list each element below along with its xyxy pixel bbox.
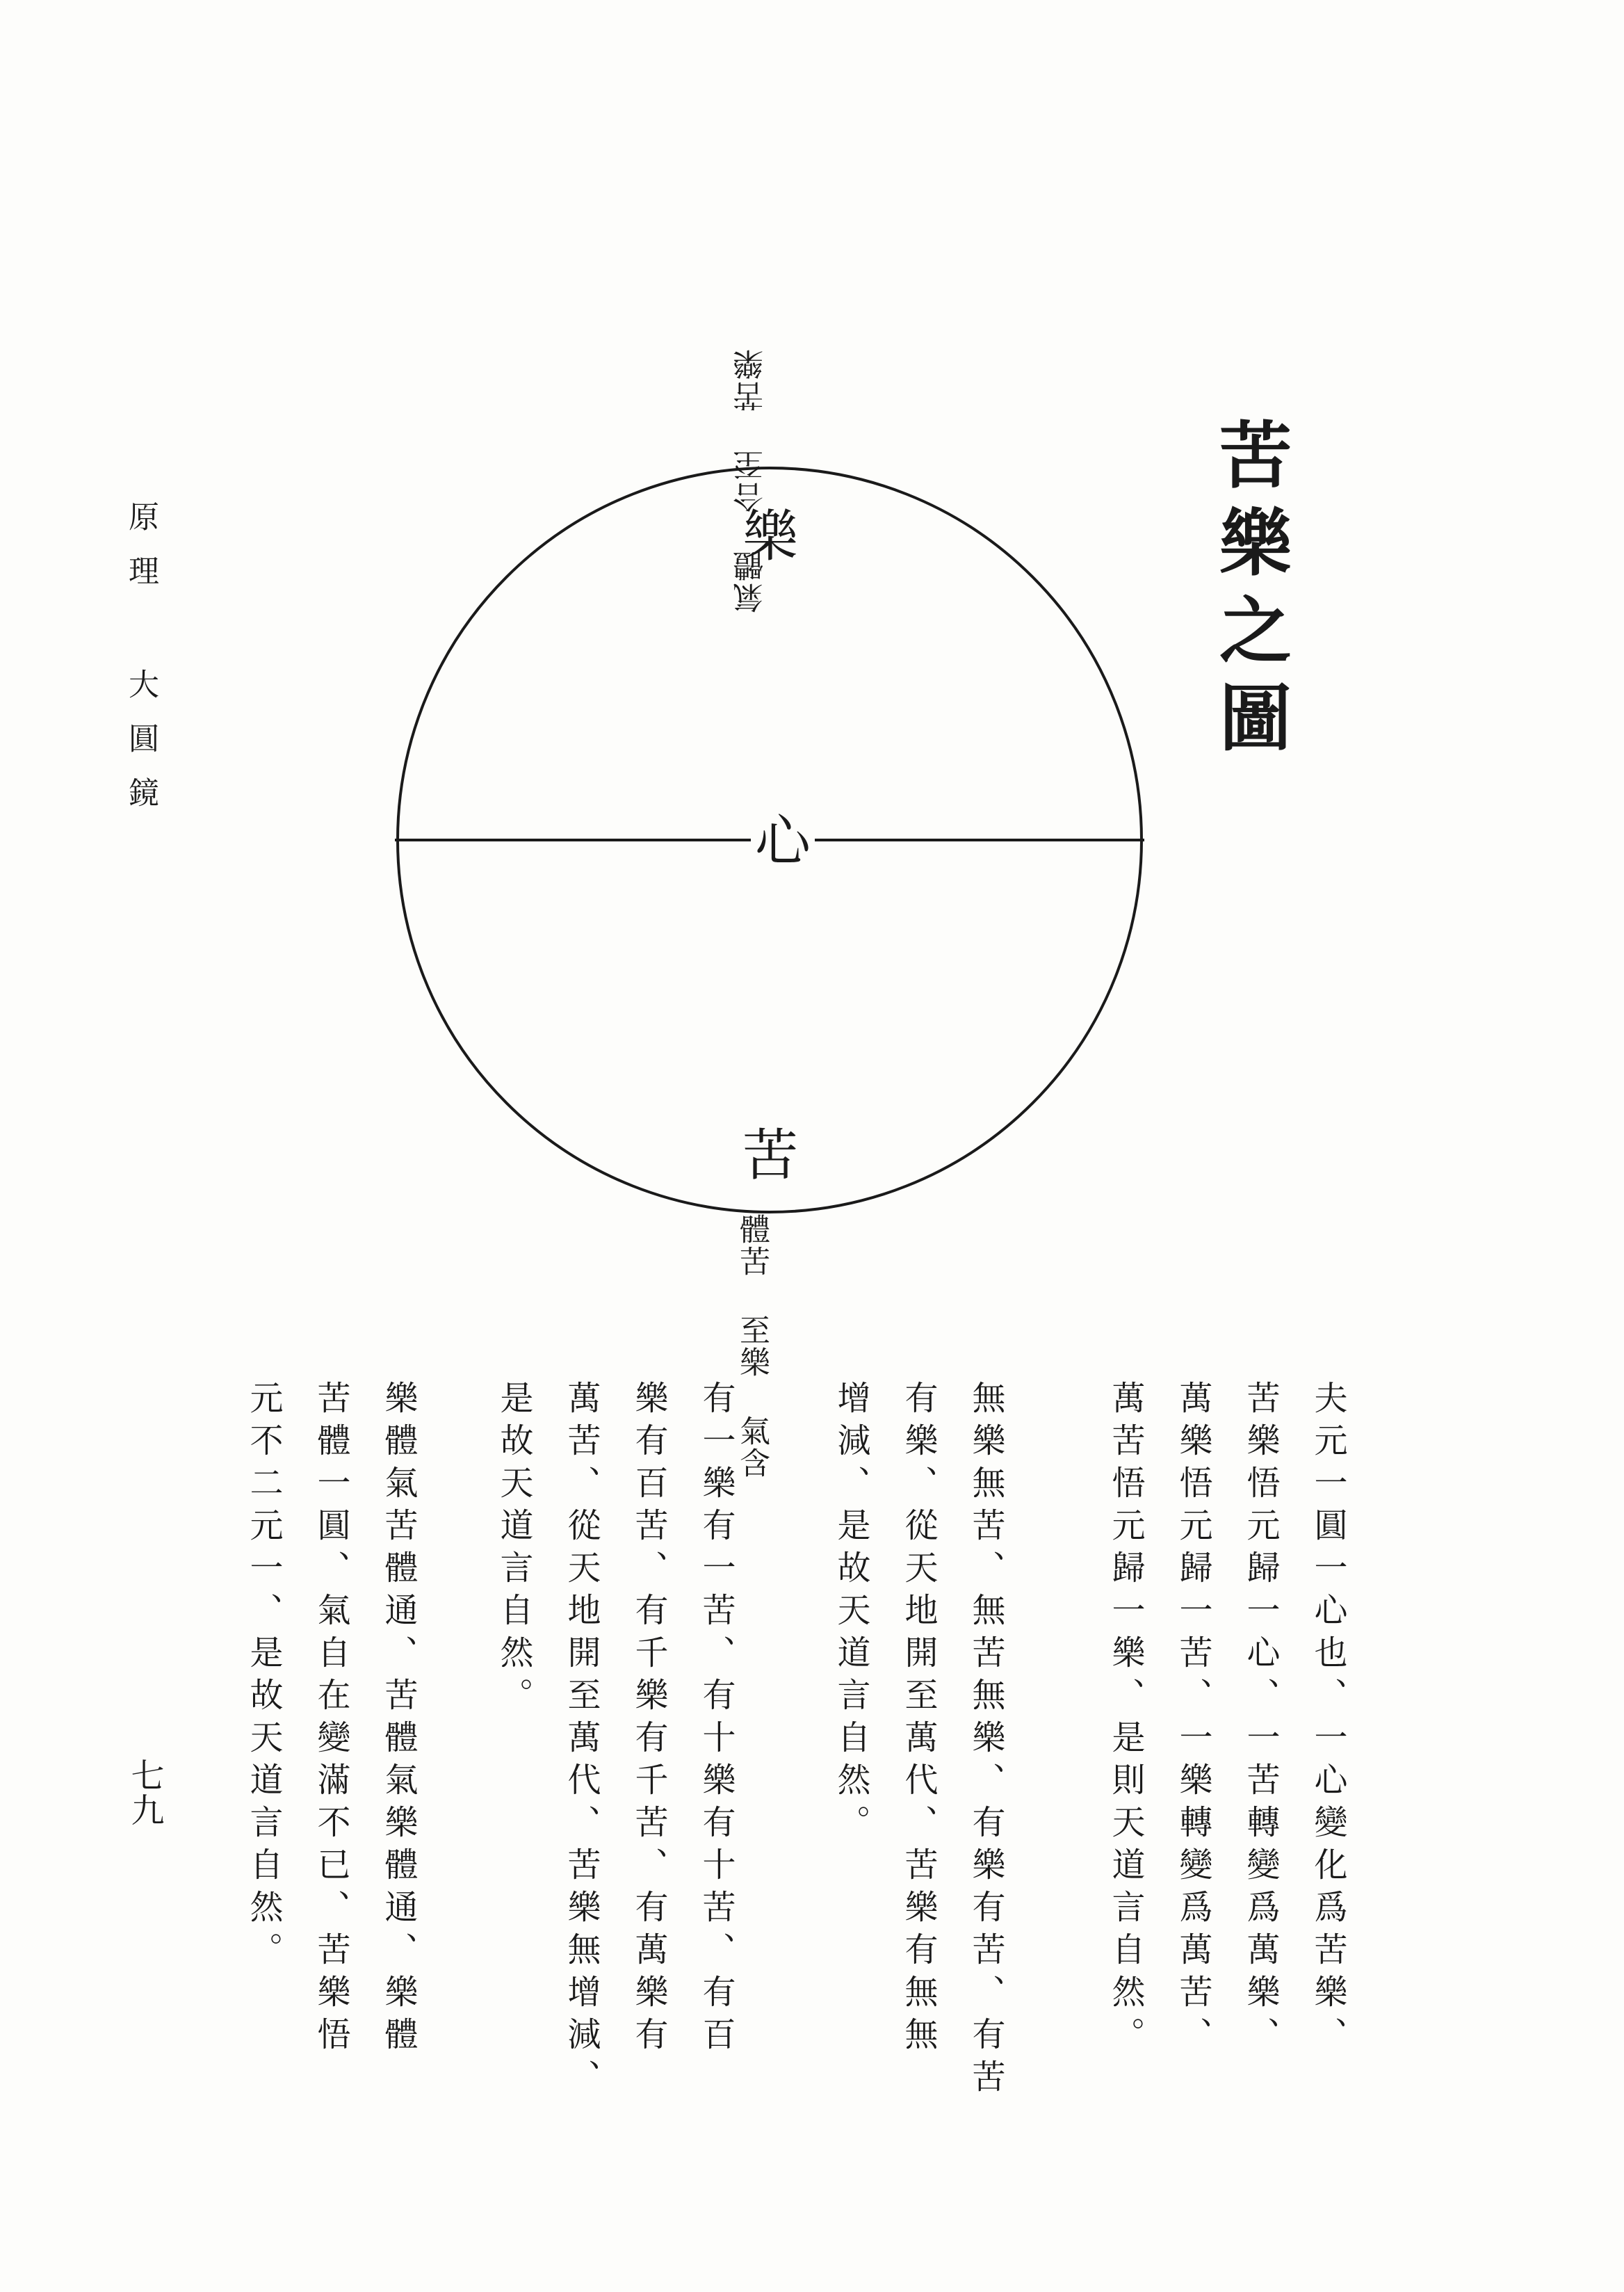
text-block xyxy=(229,1380,432,2059)
text-line: 有一樂有一苦、有十樂有十苦、有百 xyxy=(697,1380,736,2059)
top-annotation xyxy=(731,348,772,613)
text-block xyxy=(1091,1380,1361,2059)
page-title: 苦樂之圖 xyxy=(1207,417,1292,768)
text-block xyxy=(817,1380,1019,2101)
text-line: 是故天道言自然。 xyxy=(494,1380,533,1720)
text-line: 苦體一圓、氣自在變滿不已、苦樂悟 xyxy=(311,1380,350,2059)
text-line: 夫元一圓一心也、一心變化爲苦樂、 xyxy=(1308,1380,1347,2059)
text-line: 苦樂悟元歸一心、一苦轉變爲萬樂、 xyxy=(1241,1380,1280,2059)
text-line: 元不二元一、是故天道言自然。 xyxy=(244,1380,283,1974)
text-line: 萬苦悟元歸一樂、是則天道言自然。 xyxy=(1106,1380,1145,2059)
text-line: 樂體氣苦體通、苦體氣樂體通、樂體 xyxy=(379,1380,418,2059)
top-annotation-line: 合至 xyxy=(733,449,769,513)
text-line: 萬樂悟元歸一苦、一樂轉變爲萬苦、 xyxy=(1174,1380,1212,2059)
running-head: 原理 大圓鏡 xyxy=(123,501,159,831)
top-annotation-line: 氣體 xyxy=(733,549,769,613)
joy-label: 樂 xyxy=(742,504,798,569)
page-number: 七九 xyxy=(125,1758,164,1827)
text-line: 無樂無苦、無苦無樂、有樂有苦、有苦 xyxy=(966,1380,1005,2101)
top-annotation-line: 苦樂 xyxy=(733,348,769,412)
mind-label: 心 xyxy=(751,814,815,869)
text-line: 有樂、從天地開至萬代、苦樂有無無 xyxy=(899,1380,938,2059)
text-line: 增減、是故天道言自然。 xyxy=(831,1380,870,1847)
suffering-label: 苦 xyxy=(742,1123,798,1188)
text-line: 樂有百苦、有千樂有千苦、有萬樂有 xyxy=(629,1380,668,2059)
text-line: 萬苦、從天地開至萬代、苦樂無增減、 xyxy=(562,1380,601,2101)
bottom-annotation-line: 氣含 xyxy=(734,1415,770,1479)
bottom-annotation-line: 體苦 xyxy=(734,1213,770,1277)
bottom-annotation-line: 至樂 xyxy=(734,1314,770,1378)
text-block xyxy=(480,1380,749,2101)
